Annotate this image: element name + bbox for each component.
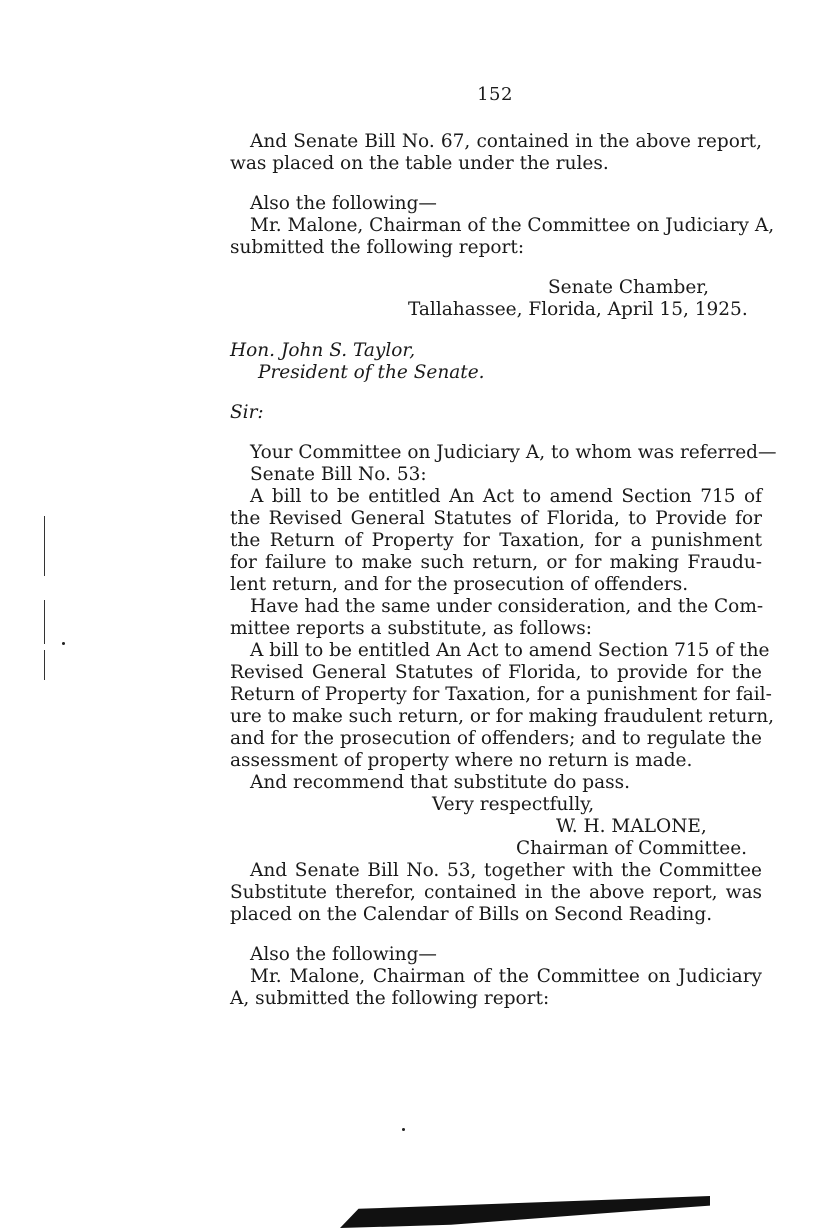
text-line: ure to make such return, or for making fraudulent return, (230, 706, 775, 727)
page-number: 152 (477, 84, 513, 105)
text-line: And Senate Bill No. 53, together with the Committee (250, 860, 762, 881)
text-line: Substitute therefor, contained in the above report, was (230, 882, 762, 903)
margin-mark (44, 650, 45, 680)
text-line: And Senate Bill No. 67, contained in the above report, (250, 131, 762, 152)
text-line: Senate Chamber, (548, 277, 709, 298)
margin-mark (44, 600, 45, 644)
text-line: and for the prosecution of offenders; and to regulate the (230, 728, 762, 749)
text-line: And recommend that substitute do pass. (250, 772, 630, 793)
text-line: Have had the same under consideration, and the Com- (250, 596, 764, 617)
scan-speck (402, 1128, 405, 1131)
text-line: Your Committee on Judiciary A, to whom was referred— (250, 442, 777, 463)
text-line: Hon. John S. Taylor, (230, 340, 416, 361)
scan-speck (62, 642, 65, 645)
text-line: A bill to be entitled An Act to amend Section 715 of (250, 486, 762, 507)
text-line: the Revised General Statutes of Florida, to Provide for (230, 508, 762, 529)
text-line: for failure to make such return, or for making Fraudu- (230, 552, 762, 573)
text-line: A bill to be entitled An Act to amend Section 715 of the (250, 640, 770, 661)
text-line: was placed on the table under the rules. (230, 153, 609, 174)
text-line: submitted the following report: (230, 237, 525, 258)
text-line: Return of Property for Taxation, for a punishment for fail- (230, 684, 772, 705)
text-line: Very respectfully, (432, 794, 595, 815)
text-line: Tallahassee, Florida, April 15, 1925. (408, 299, 748, 320)
text-line: Sir: (230, 402, 264, 423)
text-line: W. H. MALONE, (556, 816, 707, 837)
text-line: A, submitted the following report: (230, 988, 550, 1009)
margin-mark (44, 516, 45, 576)
text-line: Chairman of Committee. (516, 838, 748, 859)
text-line: placed on the Calendar of Bills on Second Reading. (230, 904, 713, 925)
text-line: Also the following— (250, 944, 437, 965)
text-line: the Return of Property for Taxation, for a punishment (230, 530, 762, 551)
text-line: Mr. Malone, Chairman of the Committee on Judiciary (250, 966, 762, 987)
text-line: Revised General Statutes of Florida, to provide for the (230, 662, 762, 683)
text-line: Senate Bill No. 53: (250, 464, 427, 485)
text-line: lent return, and for the prosecution of offenders. (230, 574, 689, 595)
text-line: Also the following— (250, 193, 437, 214)
text-line: assessment of property where no return is made. (230, 750, 693, 771)
scan-shadow (340, 1196, 710, 1228)
text-line: Mr. Malone, Chairman of the Committee on Judiciary A, (250, 215, 775, 236)
text-line: mittee reports a substitute, as follows: (230, 618, 592, 639)
text-line: President of the Senate. (258, 362, 485, 383)
